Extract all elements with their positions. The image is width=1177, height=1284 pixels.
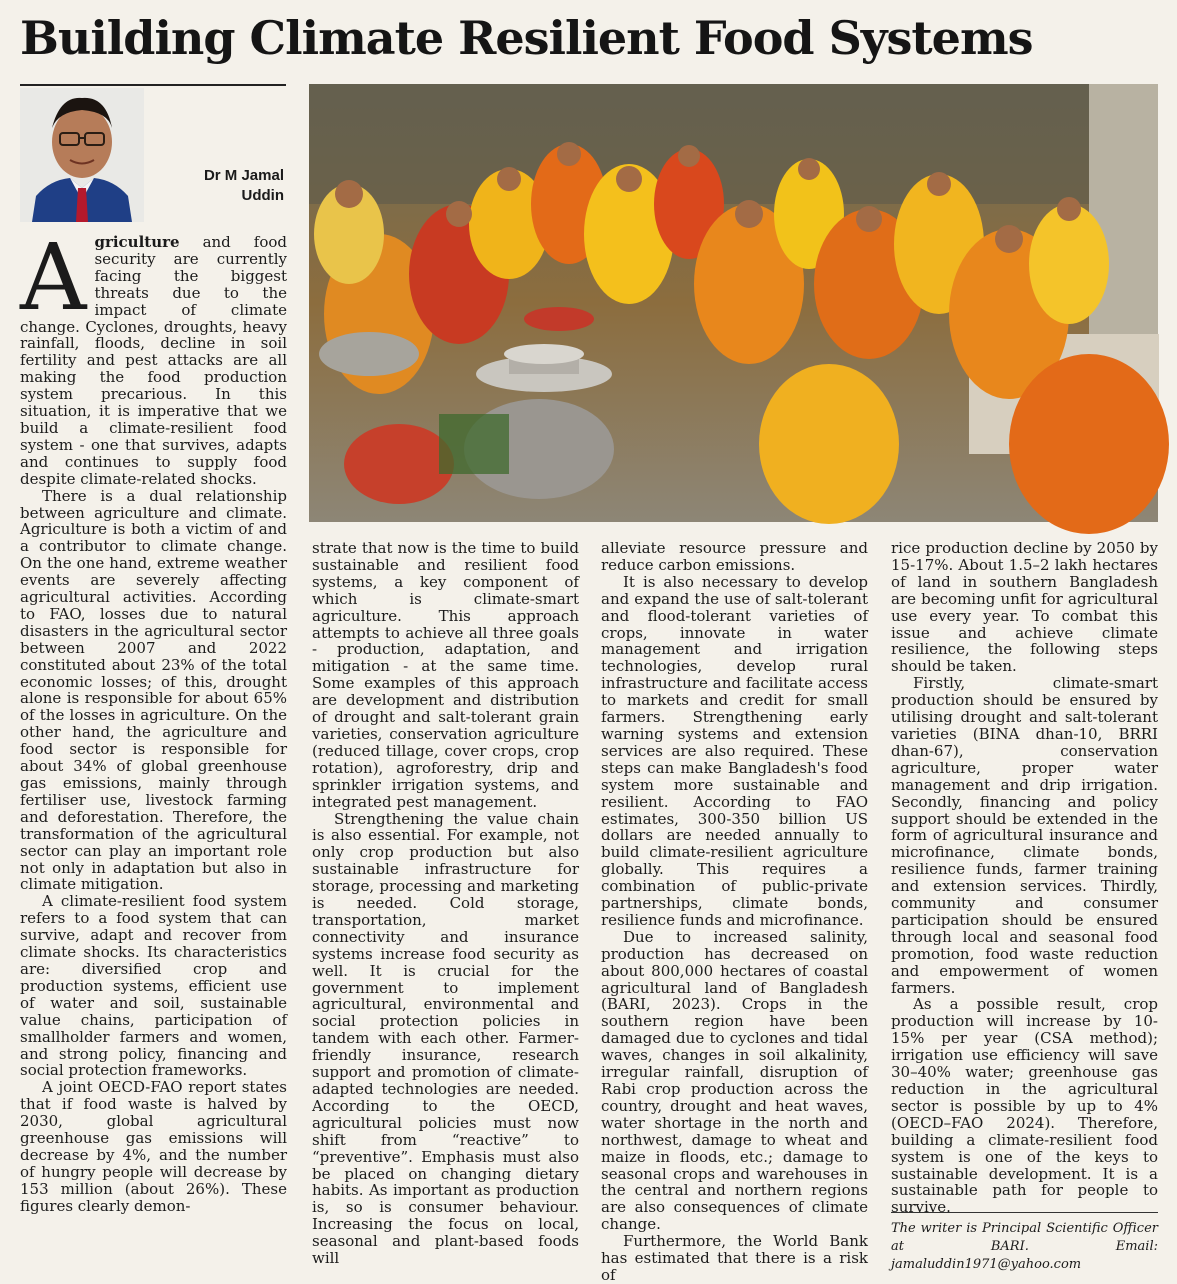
- byline-rule: [891, 1212, 1158, 1213]
- paragraph: As a possible result, crop production will increase by 10-15% per year (CSA method); irrigation use efficiency will save 30–40% water; greenhouse gas reduction in the agricultural sector is possible by up to 4% (OECD–FAO 2024). Therefore, building a climate-resilient food system is one of the keys to sustainable development. It is a sustainable path for people to survive.: [891, 995, 1158, 1217]
- author-portrait: [20, 88, 144, 222]
- paragraph: Firstly, climate-smart production should be ensured by utilising drought and salt-tolerant varieties (BINA dhan-10, BRRI dhan-67), conservation agriculture, proper water management and drip irrigation. Secondly, financing and policy support should be extended in the form of agricultural insurance and microfinance, climate bonds, resilience funds, farmer training and extension services. Thirdly, community and consumer participation should be ensured through local and seasonal food promotion, food waste reduction and empowerment of women farmers.: [891, 674, 1158, 997]
- paragraph: A joint OECD-FAO report states that if food waste is halved by 2030, global agricultural greenhouse gas emissions will decrease by 4%, and the number of hungry people will decrease by 153 million (about 26%). These figures clearly demon-: [20, 1078, 287, 1215]
- paragraph: Furthermore, the World Bank has estimated that there is a risk of: [601, 1232, 868, 1284]
- lead-word: griculture: [94, 233, 180, 251]
- paragraph: Due to increased salinity, production has decreased on about 800,000 hectares of coastal agricultural land of Bangladesh (BARI, 2023). Crops in the southern region have been damaged due to cyclones and tidal waves, changes in soil alkalinity, irregular rainfall, disruption of Rabi crop production across the country, drought and heat waves, water shortage in the north and northwest, damage to wheat and maize in floods, etc.; damage to seasonal crops and warehouses in the central and northern regions are also consequences of climate change.: [601, 927, 868, 1234]
- paragraph: rice production decline by 2050 by 15-17%. About 1.5–2 lakh hectares of land in southern Bangladesh are becoming unfit for agricultural use every year. To combat this issue and achieve climate resilience, the following steps should be taken.: [891, 539, 1158, 676]
- dropcap: A: [20, 224, 87, 331]
- top-rule: [20, 84, 286, 86]
- author-box: [20, 88, 286, 222]
- author-name: [164, 166, 284, 206]
- writer-byline: The writer is Principal Scientific Officer at BARI. Email: jamaluddin1971@yahoo.com: [891, 1221, 1158, 1272]
- paragraph: Strengthening the value chain is also essential. For example, not only crop production but also sustainable infrastructure for storage, processing and marketing is needed. Cold storage, transportation, market connectivity and insurance systems increase food security as well. It is crucial for the government to implement agricultural, environmental and social protection policies in tandem with each other. Farmer-friendly insurance, research support and promotion of climate-adapted technologies are needed. According to the OECD, agricultural policies must now shift from “reactive” to “preventive”. Emphasis must also be placed on changing dietary habits. As important as production is, so is consumer behaviour. Increasing the focus on local, seasonal and plant-based foods will: [312, 809, 579, 1268]
- women-farmers-gathering-photo: [309, 84, 1158, 522]
- headline: Building Climate Resilient Food Systems: [20, 11, 1033, 65]
- author-name-line2: Uddin: [241, 187, 284, 204]
- article-column-4: [891, 539, 1158, 1217]
- paragraph-intro: [20, 224, 287, 488]
- paragraph: It is also necessary to develop and expand the use of salt-tolerant and flood-tolerant varieties of crops, innovate in water management and irrigation technologies, develop rural infrastructure and facilitate access to markets and credit for small farmers. Strengthening early warning systems and extension services are also required. These steps can make Bangladesh's food system more sustainable and resilient. According to FAO estimates, 300-350 billion US dollars are needed annually to build climate-resilient agriculture globally. This requires a combination of public-private partnerships, climate bonds, resilience funds and microfinance.: [601, 572, 868, 929]
- paragraph: There is a dual relationship between agriculture and climate. Agriculture is both a victim of and a contributor to climate change. On the one hand, extreme weather events are severely affecting agricultural activities. According to FAO, losses due to natural disasters in the agricultural sector between 2007 and 2022 constituted about 23% of the total economic losses; of this, drought alone is responsible for about 65% of the losses in agriculture. On the other hand, the agriculture and food sector is responsible for about 34% of global greenhouse gas emissions, mainly through fertiliser use, livestock farming and deforestation. Therefore, the transformation of the agricultural sector can play an important role not only in adaptation but also in climate mitigation.: [20, 486, 287, 894]
- article-column-2: [312, 539, 579, 1268]
- article-column-3: [601, 539, 868, 1284]
- author-name-line1: Dr M Jamal: [203, 167, 284, 184]
- intro-text: and food security are currently facing the biggest threats due to the impact of climate change. Cyclones, droughts, heavy rainfall, floods, decline in soil fertility and pest attacks are all making the food production system precarious. In this situation, it is imperative that we build a climate-resilient food system - one that survives, adapts and continues to supply food despite climate-related shocks.: [20, 233, 287, 488]
- paragraph: alleviate resource pressure and reduce carbon emissions.: [601, 539, 868, 574]
- paragraph: strate that now is the time to build sustainable and resilient food systems, a key component of which is climate-smart agriculture. This approach attempts to achieve all three goals - production, adaptation, and mitigation - at the same time. Some examples of this approach are development and distribution of drought and salt-tolerant grain varieties, conservation agriculture (reduced tillage, cover crops, crop rotation), agroforestry, drip and sprinkler irrigation systems, and integrated pest management.: [312, 539, 579, 811]
- paragraph: A climate-resilient food system refers to a food system that can survive, adapt and recover from climate shocks. Its characteristics are: diversified crop and production systems, efficient use of water and soil, sustainable value chains, participation of smallholder farmers and women, and strong policy, financing and social protection frameworks.: [20, 892, 287, 1080]
- article-column-1: [20, 224, 287, 1260]
